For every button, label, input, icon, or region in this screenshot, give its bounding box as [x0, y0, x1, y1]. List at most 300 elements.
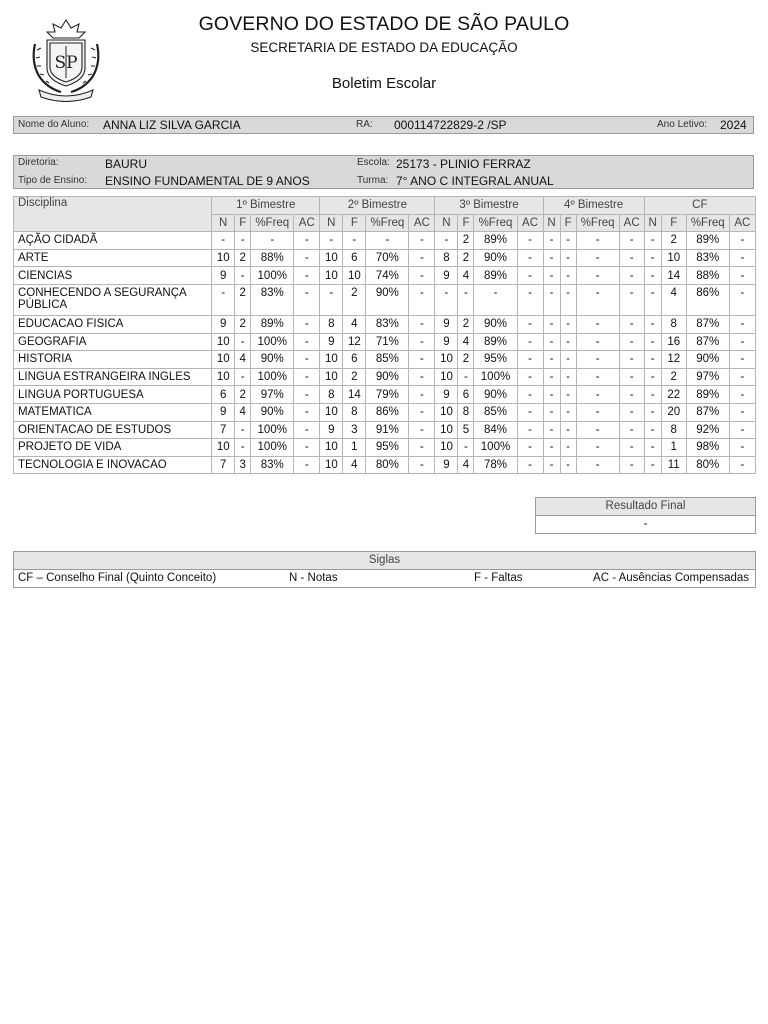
grade-cell: 4: [661, 284, 686, 315]
grade-cell: -: [409, 249, 435, 267]
grade-cell: -: [560, 232, 576, 250]
discipline-name: EDUCACAO FISICA: [14, 315, 212, 333]
grade-cell: -: [543, 249, 560, 267]
discipline-name: MATEMATICA: [14, 403, 212, 421]
grade-cell: 97%: [251, 386, 294, 404]
grade-cell: -: [543, 333, 560, 351]
grades-table: [13, 196, 756, 474]
grade-cell: -: [644, 456, 661, 474]
grade-cell: 89%: [474, 232, 517, 250]
grade-cell: 8: [320, 386, 343, 404]
grade-cell: 85%: [366, 351, 409, 369]
grade-cell: 2: [343, 284, 366, 315]
grade-cell: -: [409, 232, 435, 250]
grade-cell: -: [543, 267, 560, 285]
grade-cell: -: [576, 284, 619, 315]
grade-cell: -: [560, 368, 576, 386]
period-header-row: [14, 197, 756, 215]
grade-cell: -: [619, 368, 644, 386]
legend-box: [13, 551, 756, 588]
grade-cell: -: [294, 232, 320, 250]
report-header: [0, 0, 768, 110]
grade-cell: -: [409, 386, 435, 404]
grade-cell: -: [644, 421, 661, 439]
grade-cell: -: [729, 368, 755, 386]
legend-title: Siglas: [14, 552, 755, 570]
legend-f: F - Faltas: [474, 572, 523, 584]
subcolumn-header: %Freq: [366, 214, 409, 232]
grade-cell: -: [517, 456, 543, 474]
grade-cell: -: [729, 315, 755, 333]
grade-cell: 90%: [474, 315, 517, 333]
grade-cell: -: [729, 403, 755, 421]
grade-cell: 98%: [686, 439, 729, 457]
grade-cell: 1: [343, 439, 366, 457]
grade-cell: 12: [343, 333, 366, 351]
discipline-name: CONHECENDO A SEGURANÇA PÚBLICA: [14, 284, 212, 315]
grade-cell: -: [619, 351, 644, 369]
grade-cell: 2: [661, 368, 686, 386]
grade-cell: 8: [343, 403, 366, 421]
grade-cell: -: [576, 456, 619, 474]
table-row: [14, 284, 756, 315]
grade-cell: -: [729, 456, 755, 474]
grade-cell: 80%: [366, 456, 409, 474]
table-row: [14, 351, 756, 369]
grade-cell: 9: [212, 403, 235, 421]
grade-cell: 100%: [474, 368, 517, 386]
grade-cell: 83%: [251, 456, 294, 474]
grade-cell: -: [644, 315, 661, 333]
subcolumn-header: F: [235, 214, 251, 232]
subcolumn-header: AC: [517, 214, 543, 232]
grade-cell: -: [729, 333, 755, 351]
grade-cell: -: [294, 315, 320, 333]
grade-cell: 79%: [366, 386, 409, 404]
grade-cell: 100%: [251, 333, 294, 351]
grade-cell: -: [409, 403, 435, 421]
grade-cell: -: [543, 284, 560, 315]
final-result-label: Resultado Final: [536, 498, 755, 516]
grade-cell: 11: [661, 456, 686, 474]
subcolumn-header: N: [435, 214, 458, 232]
class-value: 7° ANO C INTEGRAL ANUAL: [396, 174, 554, 188]
discipline-name: AÇÃO CIDADÃ: [14, 232, 212, 250]
grade-cell: 8: [661, 421, 686, 439]
grade-cell: 20: [661, 403, 686, 421]
grade-cell: 2: [661, 232, 686, 250]
grade-cell: -: [543, 421, 560, 439]
grade-cell: 6: [343, 249, 366, 267]
grade-cell: -: [294, 249, 320, 267]
grade-cell: 10: [212, 351, 235, 369]
grade-cell: -: [212, 284, 235, 315]
grade-cell: 2: [458, 249, 474, 267]
grade-cell: 86%: [686, 284, 729, 315]
grade-cell: -: [517, 403, 543, 421]
grade-cell: 95%: [474, 351, 517, 369]
grade-cell: 87%: [686, 315, 729, 333]
grade-cell: -: [619, 315, 644, 333]
table-row: [14, 368, 756, 386]
grade-cell: 10: [212, 333, 235, 351]
grade-cell: 10: [320, 456, 343, 474]
grade-cell: -: [517, 315, 543, 333]
grade-cell: 90%: [474, 249, 517, 267]
school-info-bar: [13, 155, 754, 189]
grade-cell: 3: [343, 421, 366, 439]
school-value: 25173 - PLINIO FERRAZ: [396, 157, 531, 171]
grade-cell: 6: [458, 386, 474, 404]
legend-ac: AC - Ausências Compensadas: [593, 572, 749, 584]
grade-cell: 8: [435, 249, 458, 267]
grade-cell: -: [619, 333, 644, 351]
grade-cell: 85%: [474, 403, 517, 421]
grade-cell: 10: [435, 403, 458, 421]
grade-cell: 89%: [686, 232, 729, 250]
subcolumn-header: AC: [619, 214, 644, 232]
grade-cell: -: [294, 333, 320, 351]
grade-cell: 10: [320, 368, 343, 386]
grade-cell: -: [517, 249, 543, 267]
grade-cell: 2: [235, 386, 251, 404]
grade-cell: 90%: [686, 351, 729, 369]
discipline-name: PROJETO DE VIDA: [14, 439, 212, 457]
subcolumn-header: %Freq: [251, 214, 294, 232]
grade-cell: -: [644, 351, 661, 369]
grade-cell: 90%: [366, 368, 409, 386]
grade-cell: 5: [458, 421, 474, 439]
grade-cell: 9: [320, 333, 343, 351]
subcolumn-header: %Freq: [576, 214, 619, 232]
ra-value: 000114722829-2 /SP: [394, 118, 507, 132]
grade-cell: -: [644, 333, 661, 351]
grade-cell: 10: [320, 403, 343, 421]
grade-cell: -: [251, 232, 294, 250]
grade-cell: -: [729, 249, 755, 267]
grade-cell: -: [517, 267, 543, 285]
grade-cell: 4: [343, 315, 366, 333]
grade-cell: -: [644, 267, 661, 285]
grade-cell: -: [619, 403, 644, 421]
grade-cell: 87%: [686, 333, 729, 351]
grade-cell: 78%: [474, 456, 517, 474]
grade-cell: -: [644, 368, 661, 386]
period-header: 1º Bimestre: [212, 197, 320, 215]
grade-cell: -: [619, 421, 644, 439]
grade-cell: -: [560, 386, 576, 404]
grade-cell: -: [235, 267, 251, 285]
table-row: [14, 456, 756, 474]
grade-cell: 4: [458, 267, 474, 285]
svg-text:SP: SP: [54, 53, 78, 73]
grade-cell: -: [517, 351, 543, 369]
grade-cell: 9: [435, 386, 458, 404]
grade-cell: 3: [235, 456, 251, 474]
class-label: Turma:: [357, 175, 389, 186]
grade-cell: -: [294, 267, 320, 285]
grade-cell: 10: [212, 439, 235, 457]
grade-cell: 88%: [251, 249, 294, 267]
subcolumn-header: N: [543, 214, 560, 232]
discipline-header: Disciplina: [14, 197, 212, 232]
grade-cell: 10: [661, 249, 686, 267]
school-year-label: Ano Letivo:: [657, 119, 708, 130]
legend-cf: CF – Conselho Final (Quinto Conceito): [18, 572, 217, 584]
grade-cell: 100%: [251, 421, 294, 439]
grade-cell: 9: [212, 267, 235, 285]
grade-cell: -: [576, 351, 619, 369]
grade-cell: 12: [661, 351, 686, 369]
grade-cell: -: [294, 284, 320, 315]
grade-cell: 14: [661, 267, 686, 285]
grade-cell: -: [560, 315, 576, 333]
grade-cell: 9: [435, 267, 458, 285]
grade-cell: 10: [320, 439, 343, 457]
grade-cell: -: [560, 351, 576, 369]
legend-row: [14, 570, 755, 587]
discipline-name: LINGUA PORTUGUESA: [14, 386, 212, 404]
grade-cell: 9: [435, 315, 458, 333]
grade-cell: -: [560, 439, 576, 457]
grade-cell: 89%: [474, 267, 517, 285]
grade-cell: -: [576, 333, 619, 351]
grade-cell: -: [619, 386, 644, 404]
student-name-label: Nome do Aluno:: [18, 119, 90, 130]
discipline-name: ARTE: [14, 249, 212, 267]
grade-cell: 10: [435, 421, 458, 439]
grade-cell: 2: [235, 315, 251, 333]
grade-cell: -: [294, 439, 320, 457]
grade-cell: 16: [661, 333, 686, 351]
grade-cell: -: [474, 284, 517, 315]
grade-cell: 100%: [251, 439, 294, 457]
final-result-value: -: [643, 518, 648, 530]
table-row: [14, 386, 756, 404]
discipline-name: CIENCIAS: [14, 267, 212, 285]
grade-cell: -: [517, 232, 543, 250]
discipline-name: ORIENTACAO DE ESTUDOS: [14, 421, 212, 439]
grade-cell: -: [576, 421, 619, 439]
grade-cell: -: [458, 368, 474, 386]
grade-cell: 10: [320, 249, 343, 267]
subcolumn-header: F: [343, 214, 366, 232]
grade-cell: -: [517, 368, 543, 386]
grade-cell: -: [294, 351, 320, 369]
grade-cell: -: [576, 315, 619, 333]
grade-cell: 8: [458, 403, 474, 421]
government-title: GOVERNO DO ESTADO DE SÃO PAULO: [198, 13, 570, 35]
grade-cell: -: [435, 232, 458, 250]
grade-cell: -: [576, 386, 619, 404]
grade-cell: -: [543, 439, 560, 457]
grade-cell: -: [576, 232, 619, 250]
grade-cell: 91%: [366, 421, 409, 439]
grade-cell: -: [543, 351, 560, 369]
table-row: [14, 403, 756, 421]
period-header: 4º Bimestre: [543, 197, 644, 215]
table-row: [14, 315, 756, 333]
grade-cell: 7: [212, 421, 235, 439]
grade-cell: 83%: [366, 315, 409, 333]
directorate-value: BAURU: [105, 157, 148, 171]
grade-cell: -: [729, 284, 755, 315]
legend-n: N - Notas: [289, 572, 338, 584]
grade-cell: -: [644, 403, 661, 421]
grade-cell: 100%: [251, 368, 294, 386]
grade-cell: 4: [458, 333, 474, 351]
grade-cell: -: [576, 368, 619, 386]
grade-cell: 89%: [686, 386, 729, 404]
grade-cell: -: [543, 386, 560, 404]
grade-cell: -: [576, 267, 619, 285]
grade-cell: -: [235, 232, 251, 250]
subcolumn-header: %Freq: [686, 214, 729, 232]
grade-cell: -: [409, 439, 435, 457]
grade-cell: 90%: [474, 386, 517, 404]
grade-cell: 97%: [686, 368, 729, 386]
teaching-type-value: ENSINO FUNDAMENTAL DE 9 ANOS: [105, 174, 310, 188]
grade-cell: -: [619, 267, 644, 285]
grade-cell: -: [294, 368, 320, 386]
grade-cell: 1: [661, 439, 686, 457]
grade-cell: -: [409, 421, 435, 439]
grade-cell: -: [576, 249, 619, 267]
grade-cell: 10: [435, 351, 458, 369]
grade-cell: -: [619, 232, 644, 250]
grade-cell: -: [235, 421, 251, 439]
grade-cell: 6: [343, 351, 366, 369]
final-result-box: [535, 497, 756, 534]
ra-label: RA:: [356, 119, 373, 130]
discipline-name: TECNOLOGIA E INOVACAO: [14, 456, 212, 474]
grade-cell: -: [644, 439, 661, 457]
grade-cell: 14: [343, 386, 366, 404]
grade-cell: 2: [458, 315, 474, 333]
grade-cell: 88%: [686, 267, 729, 285]
grade-cell: -: [517, 421, 543, 439]
school-label: Escola:: [357, 157, 390, 168]
grade-cell: -: [543, 456, 560, 474]
grade-cell: -: [235, 333, 251, 351]
grade-cell: 4: [458, 456, 474, 474]
grade-cell: -: [619, 456, 644, 474]
subcolumn-header: N: [644, 214, 661, 232]
grade-cell: -: [560, 333, 576, 351]
grade-cell: 2: [235, 284, 251, 315]
subcolumn-header: F: [661, 214, 686, 232]
grade-cell: -: [576, 403, 619, 421]
grade-cell: 74%: [366, 267, 409, 285]
grade-cell: 100%: [251, 267, 294, 285]
grade-cell: -: [517, 386, 543, 404]
grade-cell: -: [235, 439, 251, 457]
grade-cell: 22: [661, 386, 686, 404]
period-header: 2º Bimestre: [320, 197, 435, 215]
grade-cell: 10: [320, 351, 343, 369]
grade-cell: 86%: [366, 403, 409, 421]
grade-cell: -: [517, 284, 543, 315]
grade-cell: -: [458, 284, 474, 315]
grade-cell: 90%: [251, 351, 294, 369]
grade-cell: -: [409, 368, 435, 386]
grade-cell: 9: [320, 421, 343, 439]
grade-cell: -: [543, 403, 560, 421]
grade-cell: -: [619, 439, 644, 457]
grade-cell: -: [235, 368, 251, 386]
grade-cell: -: [212, 232, 235, 250]
grade-cell: -: [729, 386, 755, 404]
table-row: [14, 333, 756, 351]
grade-cell: 10: [212, 249, 235, 267]
subcolumn-header: AC: [409, 214, 435, 232]
grade-cell: 7: [212, 456, 235, 474]
grade-cell: 70%: [366, 249, 409, 267]
teaching-type-label: Tipo de Ensino:: [18, 175, 88, 186]
grade-cell: 10: [435, 439, 458, 457]
grade-cell: 10: [212, 368, 235, 386]
subcolumn-header: N: [320, 214, 343, 232]
discipline-name: HISTORIA: [14, 351, 212, 369]
grade-cell: 2: [458, 351, 474, 369]
grade-cell: -: [560, 421, 576, 439]
grade-cell: -: [560, 284, 576, 315]
grade-cell: 90%: [366, 284, 409, 315]
subcolumn-header: F: [458, 214, 474, 232]
grade-cell: -: [729, 351, 755, 369]
grade-cell: -: [644, 232, 661, 250]
grade-cell: 2: [235, 249, 251, 267]
grade-cell: -: [343, 232, 366, 250]
grade-cell: 10: [435, 368, 458, 386]
grade-cell: 2: [458, 232, 474, 250]
grade-cell: 8: [661, 315, 686, 333]
subcolumn-header: N: [212, 214, 235, 232]
grade-cell: 10: [343, 267, 366, 285]
grade-cell: -: [409, 333, 435, 351]
grade-cell: 87%: [686, 403, 729, 421]
grade-cell: -: [619, 284, 644, 315]
grade-cell: -: [320, 284, 343, 315]
grade-cell: 90%: [251, 403, 294, 421]
grade-cell: -: [644, 284, 661, 315]
grade-cell: 10: [320, 267, 343, 285]
discipline-name: LINGUA ESTRANGEIRA INGLES: [14, 368, 212, 386]
grade-cell: 9: [435, 333, 458, 351]
grade-cell: -: [366, 232, 409, 250]
student-name: ANNA LIZ SILVA GARCIA: [103, 118, 241, 132]
table-row: [14, 421, 756, 439]
grade-cell: -: [560, 456, 576, 474]
grade-cell: -: [409, 315, 435, 333]
grade-cell: -: [409, 267, 435, 285]
grade-cell: -: [294, 403, 320, 421]
grade-cell: -: [543, 315, 560, 333]
document-title: Boletim Escolar: [331, 75, 437, 92]
subcolumn-header: F: [560, 214, 576, 232]
grade-cell: -: [543, 368, 560, 386]
grade-cell: 100%: [474, 439, 517, 457]
grade-cell: -: [517, 439, 543, 457]
grade-cell: 9: [435, 456, 458, 474]
table-row: [14, 439, 756, 457]
grade-cell: 2: [343, 368, 366, 386]
grade-cell: -: [644, 249, 661, 267]
directorate-label: Diretoria:: [18, 157, 59, 168]
grade-cell: -: [294, 386, 320, 404]
grade-cell: -: [543, 232, 560, 250]
grade-cell: 4: [235, 403, 251, 421]
